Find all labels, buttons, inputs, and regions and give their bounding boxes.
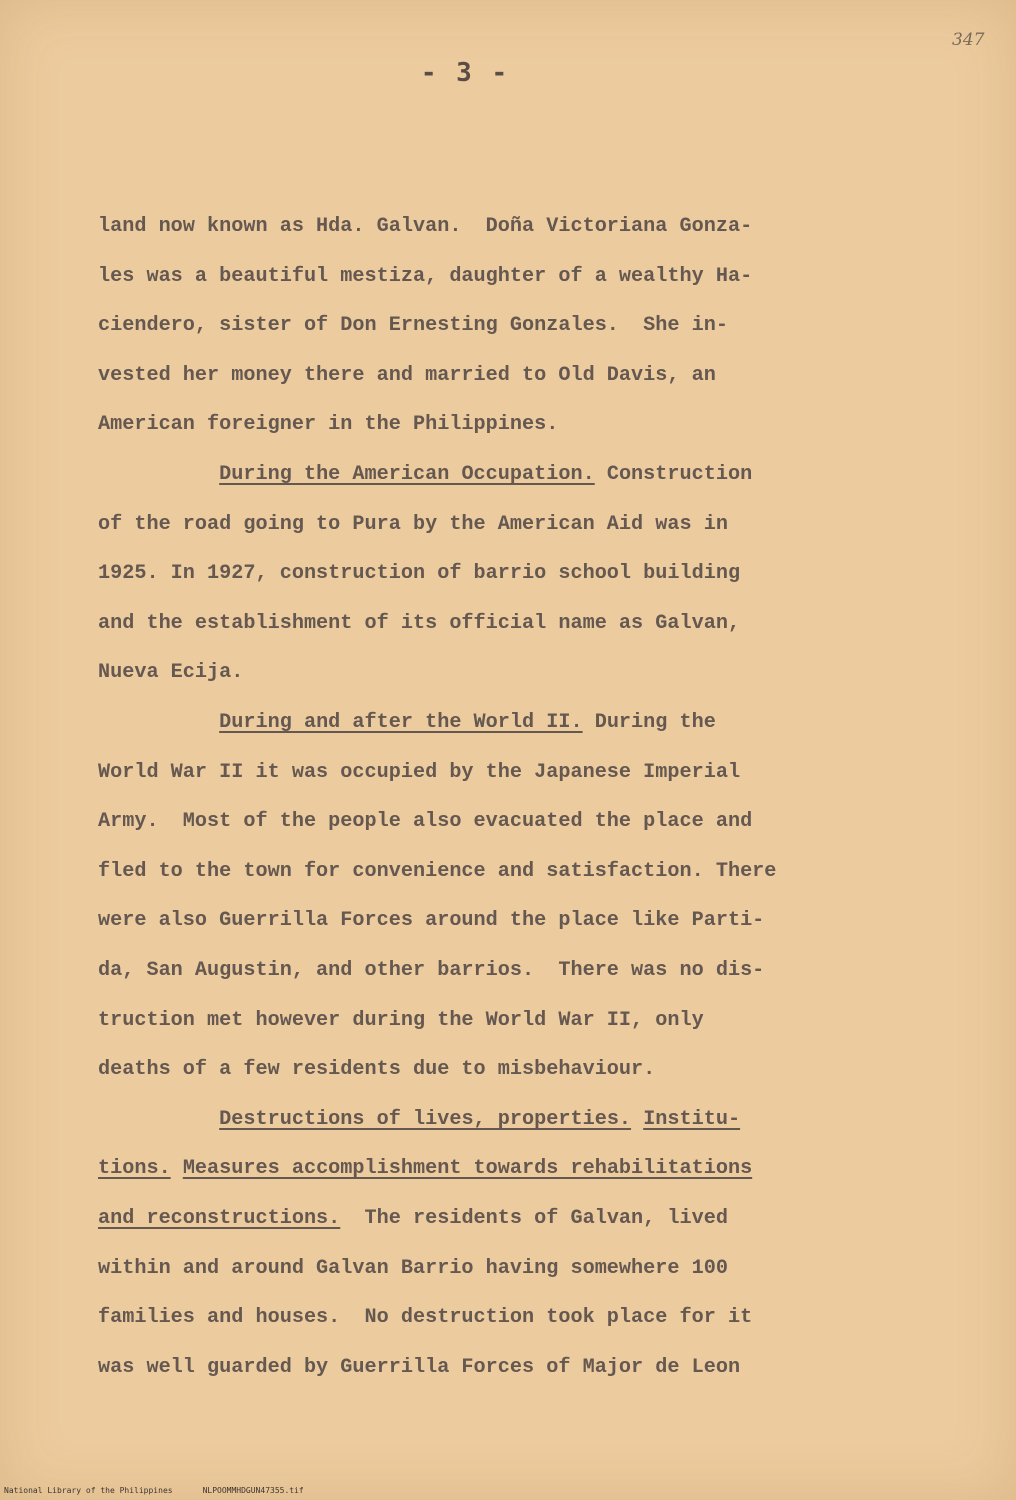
text-segment: was well guarded by Guerrilla Forces of Major de Leon — [98, 1355, 741, 1379]
text-line — [98, 1254, 918, 1284]
text-line — [98, 410, 918, 440]
text-segment: of the road going to Pura by the American Aid was in — [98, 512, 728, 536]
scan-footer — [4, 1486, 334, 1495]
text-segment: ciendero, sister of Don Ernesting Gonzales. She in- — [98, 314, 728, 338]
text-segment: vested her money there and married to Old Davis, an — [98, 363, 716, 387]
underlined-heading: Institu- — [643, 1107, 741, 1131]
underlined-heading: Measures accomplishment towards rehabilitations — [182, 1157, 753, 1181]
underlined-heading: During and after the World II. — [219, 711, 583, 734]
text-segment — [98, 463, 219, 486]
text-segment: les was a beautiful mestiza, daughter of a wealthy Ha- — [98, 264, 753, 288]
text-line — [98, 906, 918, 936]
text-line — [98, 460, 918, 490]
footer-institution: National Library of the Philippines — [4, 1486, 173, 1495]
text-segment: World War II it was occupied by the Japanese Imperial — [98, 760, 741, 784]
text-segment: were also Guerrilla Forces around the place like Parti- — [98, 909, 765, 933]
text-line — [98, 311, 918, 341]
text-line — [98, 559, 918, 589]
text-line — [98, 1055, 918, 1085]
text-line — [98, 609, 918, 639]
text-segment: truction met however during the World War II, only — [98, 1008, 704, 1032]
text-segment: Construction — [594, 463, 753, 486]
text-line — [98, 1353, 918, 1383]
text-segment — [98, 1108, 219, 1131]
text-segment: and the establishment of its official name as Galvan, — [98, 611, 741, 635]
text-line — [98, 956, 918, 986]
text-segment: land now known as Hda. Galvan. Doña Victoriana Gonza- — [98, 215, 753, 238]
text-line — [98, 1105, 918, 1135]
text-segment: da, San Augustin, and other barrios. There was no dis- — [98, 959, 765, 982]
footer-filename: NLPOOMMHDGUN47355.tif — [202, 1486, 304, 1495]
text-line — [98, 857, 918, 887]
text-segment — [171, 1157, 183, 1180]
text-segment — [631, 1108, 643, 1131]
underlined-heading: Destructions of lives, properties. — [219, 1107, 632, 1131]
text-line — [98, 807, 918, 837]
text-segment: 1925. In 1927, construction of barrio school building — [98, 562, 741, 586]
text-line — [98, 758, 918, 788]
text-line — [98, 708, 918, 738]
text-line — [98, 1204, 918, 1234]
text-line — [98, 262, 918, 292]
text-segment: families and houses. No destruction took place for it — [98, 1306, 753, 1330]
text-line — [98, 212, 918, 242]
underlined-heading: During the American Occupation. — [219, 463, 595, 486]
text-segment: deaths of a few residents due to misbehaviour. — [98, 1058, 656, 1082]
text-line — [98, 1006, 918, 1036]
folio-number: 347 — [952, 30, 985, 50]
text-segment: The residents of Galvan, lived — [340, 1207, 728, 1230]
text-segment: American foreigner in the Philippines. — [98, 413, 559, 437]
text-line — [98, 1154, 918, 1184]
text-segment: fled to the town for convenience and satisfaction. There — [98, 859, 777, 883]
text-line — [98, 361, 918, 391]
page-number: - 3 - — [420, 58, 510, 88]
text-segment: Nueva Ecija. — [98, 661, 244, 685]
text-segment: Army. Most of the people also evacuated the place and — [98, 810, 753, 834]
text-segment — [98, 711, 219, 734]
text-segment: within and around Galvan Barrio having somewhere 100 — [98, 1256, 728, 1280]
text-segment: During the — [582, 711, 716, 734]
text-line — [98, 510, 918, 540]
text-line — [98, 1303, 918, 1333]
underlined-heading: tions. — [98, 1157, 171, 1181]
underlined-heading: and reconstructions. — [98, 1207, 341, 1230]
text-line — [98, 658, 918, 688]
